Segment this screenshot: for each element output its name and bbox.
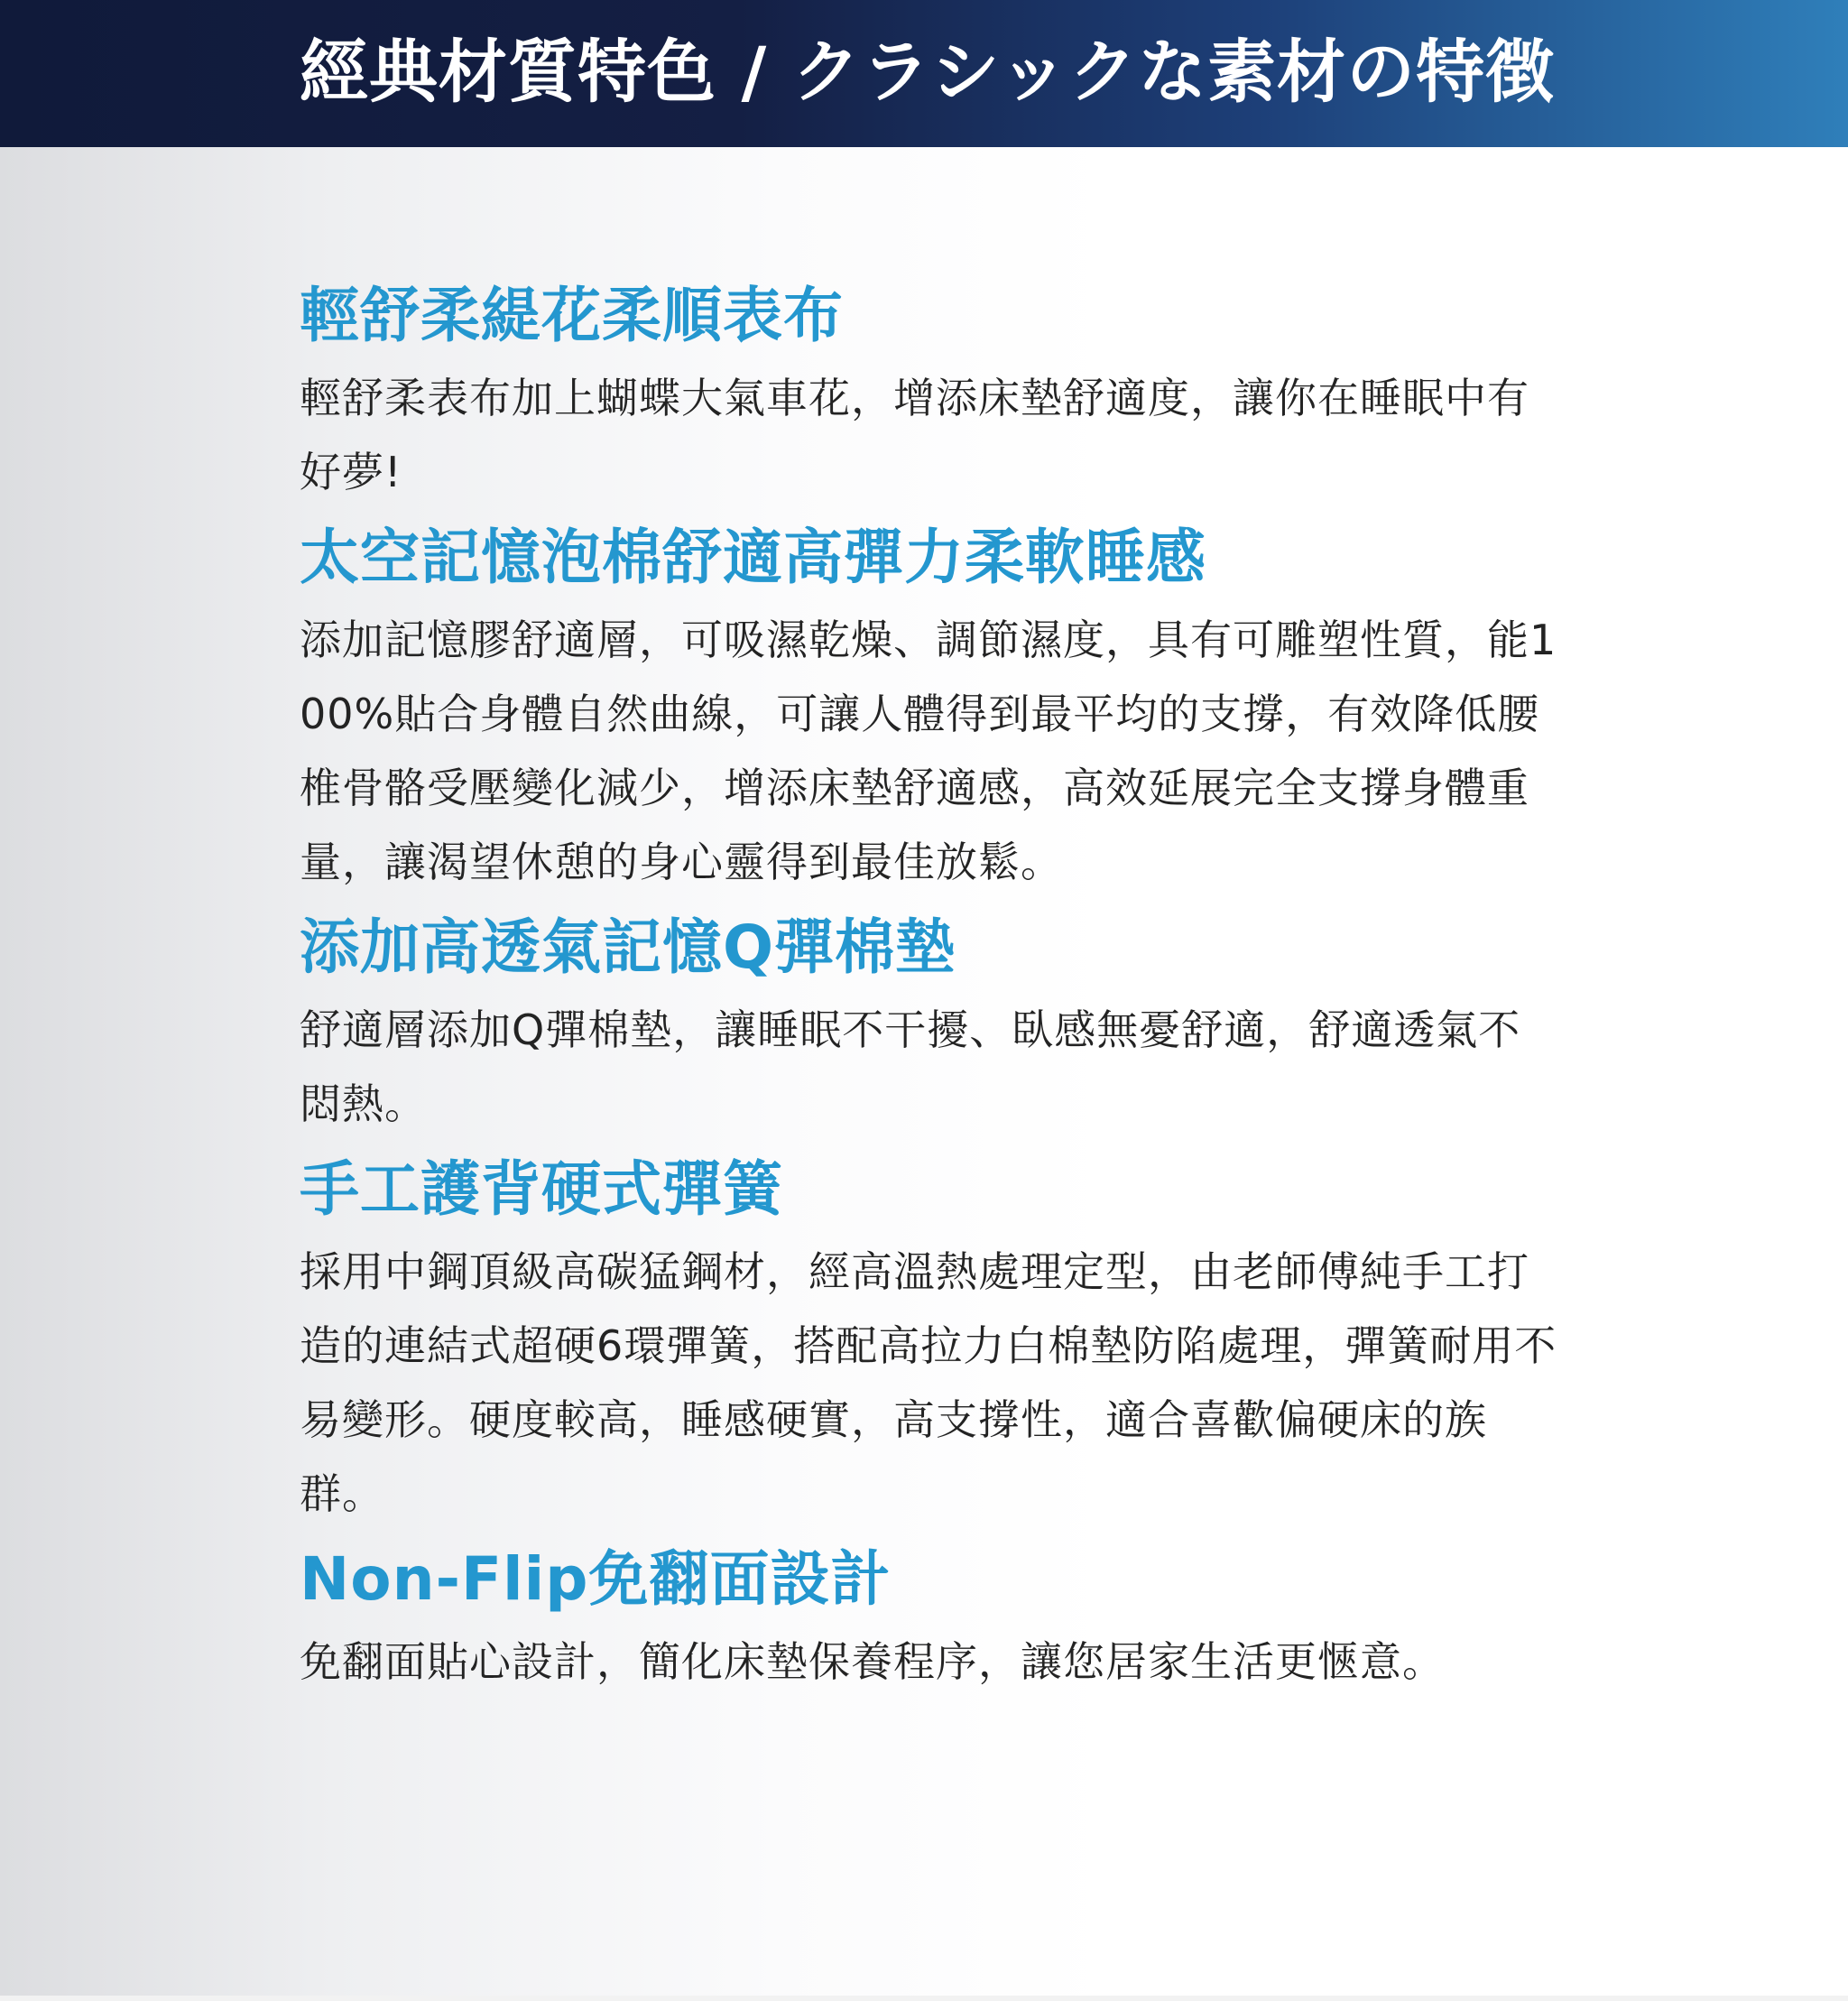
feature-section-q-pad xyxy=(300,903,1563,1141)
section-heading: 輕舒柔緹花柔順表布 xyxy=(300,281,844,350)
section-heading: 手工護背硬式彈簧 xyxy=(300,1154,783,1224)
header-banner xyxy=(0,0,1848,147)
section-body: 添加記憶膠舒適層，可吸濕乾燥、調節濕度，具有可雕塑性質，能100%貼合身體自然曲線，可讓人體得到最平均的支撐，有效降低腰椎骨骼受壓變化減少，增添床墊舒適感，高效延展完全支撐身體重量，讓渴望休憩的身心靈得到最佳放鬆。 xyxy=(300,616,1557,886)
footer-divider xyxy=(0,1996,1848,2001)
section-body: 輕舒柔表布加上蝴蝶大氣車花，增添床墊舒適度，讓你在睡眠中有好夢! xyxy=(300,374,1529,496)
section-heading: 太空記憶泡棉舒適高彈力柔軟睡感 xyxy=(300,523,1206,592)
feature-section-memory-foam xyxy=(300,513,1563,899)
feature-list xyxy=(300,271,1563,1702)
section-heading: Non-Flip免翻面設計 xyxy=(300,1544,892,1614)
section-body: 採用中鋼頂級高碳猛鋼材，經高溫熱處理定型，由老師傅純手工打造的連結式超硬6環彈簧，搭配高拉力白棉墊防陷處理，彈簧耐用不易變形。硬度較高，睡感硬實，高支撐性，適合喜歡偏硬床的族群。 xyxy=(300,1247,1557,1518)
feature-section-non-flip xyxy=(300,1534,1563,1699)
section-body: 免翻面貼心設計，簡化床墊保養程序，讓您居家生活更愜意。 xyxy=(300,1637,1445,1686)
section-body: 舒適層添加Q彈棉墊，讓睡眠不干擾、臥感無憂舒適，舒適透氣不悶熱。 xyxy=(300,1005,1521,1128)
section-heading: 添加高透氣記憶Q彈棉墊 xyxy=(300,912,956,982)
page-title: 經典材質特色 / クラシックな素材の特徴 xyxy=(300,32,1556,112)
feature-section-spring xyxy=(300,1144,1563,1531)
feature-section-fabric xyxy=(300,271,1563,509)
